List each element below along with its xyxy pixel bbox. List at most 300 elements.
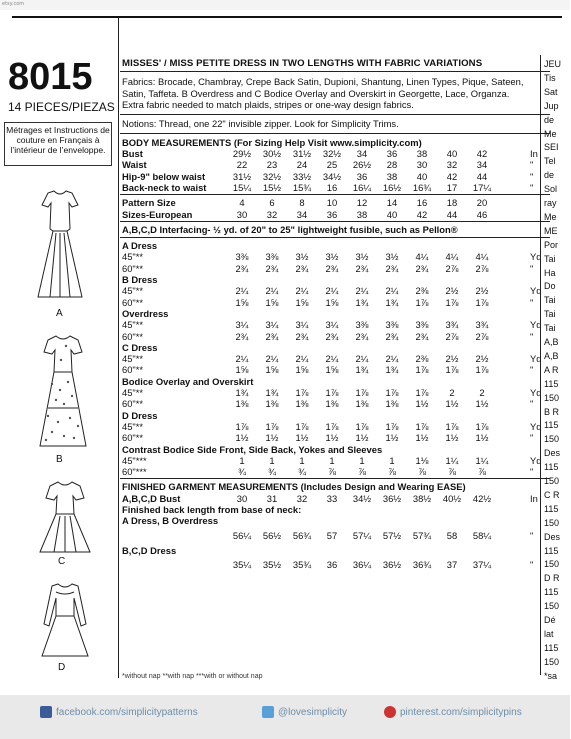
- column-divider: [118, 18, 119, 678]
- finished-back-label: Finished back length from base of neck:: [122, 504, 302, 515]
- table-cell: 1⅞: [445, 296, 459, 308]
- row-label: Waist: [122, 159, 147, 171]
- table-row: [122, 331, 542, 342]
- right-column-text: *sa: [544, 670, 558, 681]
- table-cell: ⅞: [448, 466, 456, 478]
- table-cell: 1½: [415, 398, 429, 410]
- table-cell: 1½: [385, 432, 399, 444]
- table-cell: 30½: [262, 148, 282, 159]
- table-cell: 1⅞: [235, 420, 249, 432]
- section-title: Overdress: [122, 307, 169, 319]
- table-cell: 12: [356, 197, 368, 209]
- right-column-text: Dé: [544, 615, 556, 625]
- right-column-text: 150: [544, 434, 560, 445]
- table-cell: 3⅜: [355, 319, 369, 331]
- table-cell: 36¼: [352, 559, 372, 571]
- table-row: [122, 197, 542, 208]
- unit-label: ": [530, 432, 534, 444]
- table-cell: 36: [356, 170, 368, 182]
- table-cell: 3⅜: [235, 251, 249, 263]
- table-cell: 56½: [262, 529, 282, 541]
- table-cell: 1⅜: [265, 398, 279, 410]
- table-cell: 14: [386, 197, 398, 209]
- table-cell: 26½: [352, 159, 372, 171]
- table-cell: 1⅞: [295, 420, 309, 432]
- table-cell: 2⅞: [475, 330, 489, 342]
- table-cell: 2¾: [265, 262, 279, 274]
- table-cell: 58¼: [472, 529, 492, 541]
- table-cell: 1⅞: [445, 420, 459, 432]
- right-column-text: C R: [544, 489, 560, 500]
- right-column-text: JEU: [544, 59, 562, 69]
- row-label: 60"***: [122, 466, 147, 478]
- footnote: *without nap **with nap ***with or without nap: [122, 673, 263, 680]
- right-column-text: 115: [544, 545, 559, 556]
- right-column-text: Do: [544, 281, 556, 292]
- table-cell: 1½: [355, 432, 369, 444]
- table-cell: 1⅝: [235, 364, 249, 376]
- unit-label: ": [530, 559, 534, 571]
- right-column-text: Des: [544, 448, 561, 459]
- table-cell: 3½: [385, 251, 399, 263]
- unit-label: ": [530, 398, 534, 410]
- table-cell: 15¾: [292, 181, 312, 193]
- table-cell: 38½: [412, 492, 432, 504]
- table-cell: 1⅞: [385, 420, 399, 432]
- table-cell: 2¼: [355, 353, 369, 365]
- right-column-text: 150: [544, 601, 560, 612]
- table-cell: 2¾: [355, 330, 369, 342]
- row-label: 60"**: [122, 262, 144, 274]
- table-cell: 25: [326, 159, 338, 171]
- table-cell: ⅞: [358, 466, 366, 478]
- table-cell: 1⅜: [295, 398, 309, 410]
- table-cell: 1½: [475, 432, 489, 444]
- table-cell: 15¼: [232, 181, 252, 193]
- right-column-text: Tai: [544, 295, 556, 306]
- table-cell: 2¾: [265, 330, 279, 342]
- table-cell: 1⅜: [355, 398, 369, 410]
- table-cell: 28: [386, 159, 398, 171]
- table-cell: 2¼: [235, 353, 249, 365]
- table-cell: 1⅞: [265, 420, 279, 432]
- table-cell: 1: [299, 454, 305, 466]
- table-cell: 37¼: [472, 559, 492, 571]
- table-cell: 17: [446, 181, 458, 193]
- table-row: [122, 171, 542, 182]
- fabrics-line-3: Extra fabric needed to match plaids, stripes or one-way design fabrics.: [122, 99, 414, 110]
- table-cell: ¾: [268, 466, 276, 478]
- right-column-text: Tel: [544, 156, 556, 167]
- row-label: 60"**: [122, 398, 144, 410]
- table-cell: 1¾: [385, 364, 399, 376]
- unit-label: Yd: [530, 387, 542, 398]
- table-cell: 2¼: [325, 353, 339, 365]
- table-cell: 1⅞: [475, 420, 489, 432]
- unit-label: ": [530, 529, 534, 541]
- table-cell: 2½: [445, 353, 459, 365]
- table-cell: 1¾: [265, 387, 279, 398]
- table-cell: 40½: [442, 492, 462, 504]
- table-cell: 57¼: [352, 529, 372, 541]
- table-cell: 35¼: [232, 559, 252, 571]
- table-cell: 1½: [235, 432, 249, 444]
- table-row: [122, 364, 542, 375]
- pieces-count: 14 PIECES/PIEZAS: [8, 100, 115, 114]
- table-cell: 1¾: [235, 387, 249, 398]
- table-row: [122, 493, 542, 504]
- table-cell: 16: [326, 181, 338, 193]
- table-row: [122, 455, 542, 466]
- table-cell: 2¼: [385, 285, 399, 297]
- unit-label: ": [530, 170, 534, 182]
- table-row: [122, 398, 542, 409]
- right-column-text: 115: [544, 642, 559, 653]
- unit-label: ": [530, 364, 534, 376]
- table-cell: 1½: [445, 398, 459, 410]
- table-cell: 17¼: [472, 181, 492, 193]
- table-cell: 1⅞: [355, 387, 369, 398]
- table-cell: 37: [446, 559, 458, 571]
- table-cell: 1½: [415, 432, 429, 444]
- table-cell: 30: [236, 208, 248, 220]
- table-cell: 15½: [262, 181, 282, 193]
- right-column-text: ME: [544, 225, 558, 236]
- right-column-text: Des: [544, 531, 561, 542]
- table-cell: 2½: [445, 285, 459, 297]
- table-cell: 44: [476, 170, 488, 182]
- table-cell: 2¾: [415, 330, 429, 342]
- table-cell: 1⅝: [325, 364, 339, 376]
- right-column-text: Ha: [544, 267, 556, 278]
- pattern-number: 8015: [8, 56, 93, 98]
- table-cell: 2: [449, 387, 455, 398]
- table-cell: 42: [446, 170, 458, 182]
- table-cell: 2¼: [235, 285, 249, 297]
- table-cell: 4: [239, 197, 245, 209]
- table-cell: 1⅞: [415, 420, 429, 432]
- table-cell: 34: [476, 159, 488, 171]
- row-label: 60"**: [122, 432, 144, 444]
- table-cell: 4¼: [415, 251, 429, 263]
- table-cell: 20: [476, 197, 488, 209]
- twitter-icon: [262, 706, 274, 718]
- table-cell: 1⅞: [295, 387, 309, 398]
- right-column-text: 150: [544, 476, 560, 486]
- figure-label-d: D: [58, 662, 66, 673]
- table-cell: 42: [476, 148, 488, 159]
- table-cell: 8: [299, 197, 305, 209]
- table-cell: 2⅞: [445, 262, 459, 274]
- footer-facebook: facebook.com/simplicitypatterns: [56, 707, 198, 718]
- table-cell: 42: [416, 208, 428, 220]
- table-cell: 1⅞: [355, 420, 369, 432]
- row-label: 45"***: [122, 454, 147, 466]
- right-column-text: 115: [544, 378, 559, 389]
- table-cell: 1⅜: [235, 398, 249, 410]
- french-note: Métrages et Instructions de couture en Français à l’intérieur de l’enveloppe.: [4, 122, 112, 166]
- table-cell: 29½: [232, 148, 252, 159]
- table-cell: 36: [326, 559, 338, 571]
- table-cell: 1⅞: [385, 387, 399, 398]
- right-column-text: Sol: [544, 184, 558, 195]
- row-label: 45"**: [122, 319, 144, 331]
- table-row: [122, 387, 542, 398]
- notions-text: Notions: Thread, one 22" invisible zipper. Look for Simplicity Trims.: [122, 118, 399, 129]
- table-cell: 2¼: [385, 353, 399, 365]
- table-cell: 3⅜: [385, 319, 399, 331]
- figure-label-a: A: [56, 308, 63, 319]
- table-cell: 24: [296, 159, 308, 171]
- body-measurements-header: BODY MEASUREMENTS (For Sizing Help Visit www.simplicity.com): [122, 137, 422, 148]
- table-row: [122, 263, 542, 274]
- table-cell: 31: [266, 492, 278, 504]
- row-label: 45"**: [122, 420, 144, 432]
- table-cell: 1½: [295, 432, 309, 444]
- row-label: A,B,C,D Bust: [122, 492, 181, 504]
- table-cell: 1⅝: [295, 364, 309, 376]
- right-column-text: 150: [544, 517, 560, 528]
- table-cell: 44: [446, 208, 458, 220]
- right-column-text: Me: [544, 128, 557, 139]
- table-cell: 16¼: [352, 181, 372, 193]
- unit-label: ": [530, 159, 534, 171]
- table-cell: 1⅝: [295, 296, 309, 308]
- table-cell: 1½: [265, 432, 279, 444]
- table-cell: 36½: [382, 492, 402, 504]
- unit-label: Yd: [530, 353, 542, 365]
- right-column-text: de: [544, 170, 555, 181]
- table-row: [122, 251, 542, 262]
- table-cell: 2¼: [265, 285, 279, 297]
- table-cell: 57: [326, 529, 338, 541]
- table-cell: 2¾: [355, 262, 369, 274]
- table-cell: 2½: [475, 353, 489, 365]
- table-cell: 1¼: [475, 454, 489, 466]
- row-label: 60"**: [122, 296, 144, 308]
- table-row: [122, 466, 542, 477]
- table-cell: 35¾: [292, 559, 312, 571]
- pattern-title: MISSES' / MISS PETITE DRESS IN TWO LENGTHS WITH FABRIC VARIATIONS: [122, 58, 483, 69]
- finished-header: FINISHED GARMENT MEASUREMENTS (Includes Design and Wearing EASE): [122, 481, 466, 493]
- section-title: D Dress: [122, 409, 158, 421]
- right-cropped-column: [540, 55, 571, 681]
- table-cell: 3¼: [265, 319, 279, 331]
- unit-label: Yd: [530, 285, 542, 297]
- table-cell: ⅞: [418, 466, 426, 478]
- table-cell: 34: [296, 208, 308, 220]
- table-cell: 3¼: [235, 319, 249, 331]
- table-cell: 1⅞: [415, 364, 429, 376]
- divider: [120, 194, 550, 195]
- unit-label: Yd: [530, 420, 542, 432]
- dress-b-illustration: [28, 330, 98, 450]
- table-cell: ¾: [298, 466, 306, 478]
- right-column-text: SEI: [544, 142, 559, 153]
- table-cell: 16½: [382, 181, 402, 193]
- table-cell: 32: [266, 208, 278, 220]
- table-cell: 34½: [352, 492, 372, 504]
- unit-label: ": [530, 330, 534, 342]
- divider: [120, 237, 550, 238]
- table-cell: 35½: [262, 559, 282, 571]
- row-label: 60"**: [122, 364, 144, 376]
- watermark: etsy.com: [2, 1, 25, 7]
- table-cell: 1⅞: [415, 387, 429, 398]
- footer-pinterest: pinterest.com/simplicitypins: [400, 707, 522, 718]
- table-cell: 2: [479, 387, 485, 398]
- table-cell: 31½: [292, 148, 312, 159]
- row-label: 45"**: [122, 353, 144, 365]
- table-cell: 2¼: [265, 353, 279, 365]
- section-title: C Dress: [122, 341, 158, 353]
- table-cell: 3½: [325, 251, 339, 263]
- table-cell: 2⅞: [445, 330, 459, 342]
- table-cell: 1⅞: [325, 387, 339, 398]
- right-column-text: Tai: [544, 253, 556, 264]
- right-column-text: Por: [544, 239, 559, 250]
- table-cell: 4¼: [445, 251, 459, 263]
- right-column-text: 150: [544, 392, 560, 403]
- table-cell: 2¼: [295, 353, 309, 365]
- unit-label: Yd: [530, 319, 542, 331]
- figure-label-b: B: [56, 454, 63, 465]
- table-cell: 6: [269, 197, 275, 209]
- divider: [120, 221, 550, 222]
- unit-label: In: [530, 148, 538, 159]
- table-cell: 16: [416, 197, 428, 209]
- table-cell: 40: [446, 148, 458, 159]
- table-cell: 38: [386, 170, 398, 182]
- table-cell: 34½: [322, 170, 342, 182]
- table-row: [122, 159, 542, 170]
- table-cell: 22: [236, 159, 248, 171]
- right-column-text: Tai: [544, 309, 556, 320]
- right-column-text: 115: [544, 420, 559, 431]
- table-cell: 1: [359, 454, 365, 466]
- table-row: [122, 285, 542, 296]
- unit-label: Yd: [530, 251, 542, 263]
- table-cell: 2¾: [295, 262, 309, 274]
- row-label: Hip-9" below waist: [122, 170, 206, 182]
- table-cell: 36: [326, 208, 338, 220]
- table-cell: 38: [356, 208, 368, 220]
- table-cell: 1¾: [385, 296, 399, 308]
- table-cell: 1½: [475, 398, 489, 410]
- table-cell: 36¾: [412, 559, 432, 571]
- pinterest-icon: [384, 706, 396, 718]
- unit-label: Yd: [530, 454, 542, 466]
- table-cell: 38: [416, 148, 428, 159]
- fabrics-line-1: Fabrics: Brocade, Chambray, Crepe Back Satin, Dupioni, Shantung, Linen Types, Pique, Sateen,: [122, 76, 524, 87]
- table-cell: 1⅝: [325, 296, 339, 308]
- table-cell: 40: [386, 208, 398, 220]
- table-cell: 1: [269, 454, 275, 466]
- row-label: Sizes-European: [122, 208, 193, 220]
- table-cell: 1¾: [355, 296, 369, 308]
- row-label: 45"**: [122, 251, 144, 263]
- table-cell: 34: [356, 148, 368, 159]
- table-row: [122, 530, 542, 541]
- table-cell: 2¾: [235, 262, 249, 274]
- table-cell: 3⅜: [265, 251, 279, 263]
- table-cell: 2¾: [415, 262, 429, 274]
- table-cell: 23: [266, 159, 278, 171]
- right-column-text: ray: [544, 198, 557, 208]
- table-cell: 1⅜: [325, 398, 339, 410]
- finished-length-label: B,C,D Dress: [122, 544, 177, 556]
- table-cell: 2¾: [325, 262, 339, 274]
- table-cell: 30: [236, 492, 248, 504]
- table-cell: 1¼: [445, 454, 459, 466]
- unit-label: ": [530, 466, 534, 478]
- table-cell: 1¾: [355, 364, 369, 376]
- unit-label: ": [530, 296, 534, 308]
- table-row: [122, 297, 542, 308]
- table-cell: 33½: [292, 170, 312, 182]
- table-cell: 2⅜: [415, 353, 429, 365]
- row-label: Pattern Size: [122, 197, 176, 209]
- table-cell: 2⅜: [415, 285, 429, 297]
- table-cell: 16¾: [412, 181, 432, 193]
- table-cell: 46: [476, 208, 488, 220]
- finished-length-label: A Dress, B Overdress: [122, 515, 219, 527]
- table-cell: 32½: [262, 170, 282, 182]
- right-column-text: A R: [544, 364, 559, 375]
- facebook-icon: [40, 706, 52, 718]
- section-title: B Dress: [122, 274, 158, 285]
- table-cell: 2¼: [295, 285, 309, 297]
- table-cell: 1⅞: [415, 296, 429, 308]
- table-cell: 2¼: [325, 285, 339, 297]
- table-cell: 2¼: [355, 285, 369, 297]
- table-cell: 1⅝: [235, 296, 249, 308]
- table-cell: 1: [329, 454, 335, 466]
- section-title: A Dress: [122, 240, 158, 252]
- table-cell: 10: [326, 197, 338, 209]
- table-cell: 2¾: [325, 330, 339, 342]
- right-column-text: A,B: [544, 337, 559, 347]
- dress-a-illustration: [20, 185, 100, 305]
- table-cell: 3¼: [295, 319, 309, 331]
- table-cell: 56¼: [232, 529, 252, 541]
- divider: [120, 478, 550, 479]
- table-row: [122, 353, 542, 364]
- table-cell: 56¾: [292, 529, 312, 541]
- table-cell: 18: [446, 197, 458, 209]
- fabrics-line-2: Satin, Taffeta. B Overdress and C Bodice Overlay and Overskirt in Georgette, Lace, Organza.: [122, 87, 510, 99]
- right-column-text: Sat: [544, 86, 558, 97]
- unit-label: ": [530, 181, 534, 193]
- row-label: 60"**: [122, 330, 144, 342]
- table-cell: 1⅞: [475, 364, 489, 376]
- table-row: [122, 319, 542, 330]
- table-cell: ⅞: [388, 466, 396, 478]
- table-row: [122, 432, 542, 443]
- table-cell: 2⅞: [475, 262, 489, 274]
- table-cell: 1⅝: [265, 364, 279, 376]
- right-column-text: D R: [544, 573, 560, 584]
- right-column-text: lat: [544, 628, 554, 639]
- table-row: [122, 209, 542, 220]
- table-cell: 3½: [355, 251, 369, 263]
- table-cell: 1: [389, 454, 395, 466]
- table-cell: 30: [416, 159, 428, 171]
- table-cell: 3¾: [475, 319, 489, 331]
- table-cell: 2½: [475, 285, 489, 297]
- table-cell: 32: [296, 492, 308, 504]
- table-cell: 1½: [445, 432, 459, 444]
